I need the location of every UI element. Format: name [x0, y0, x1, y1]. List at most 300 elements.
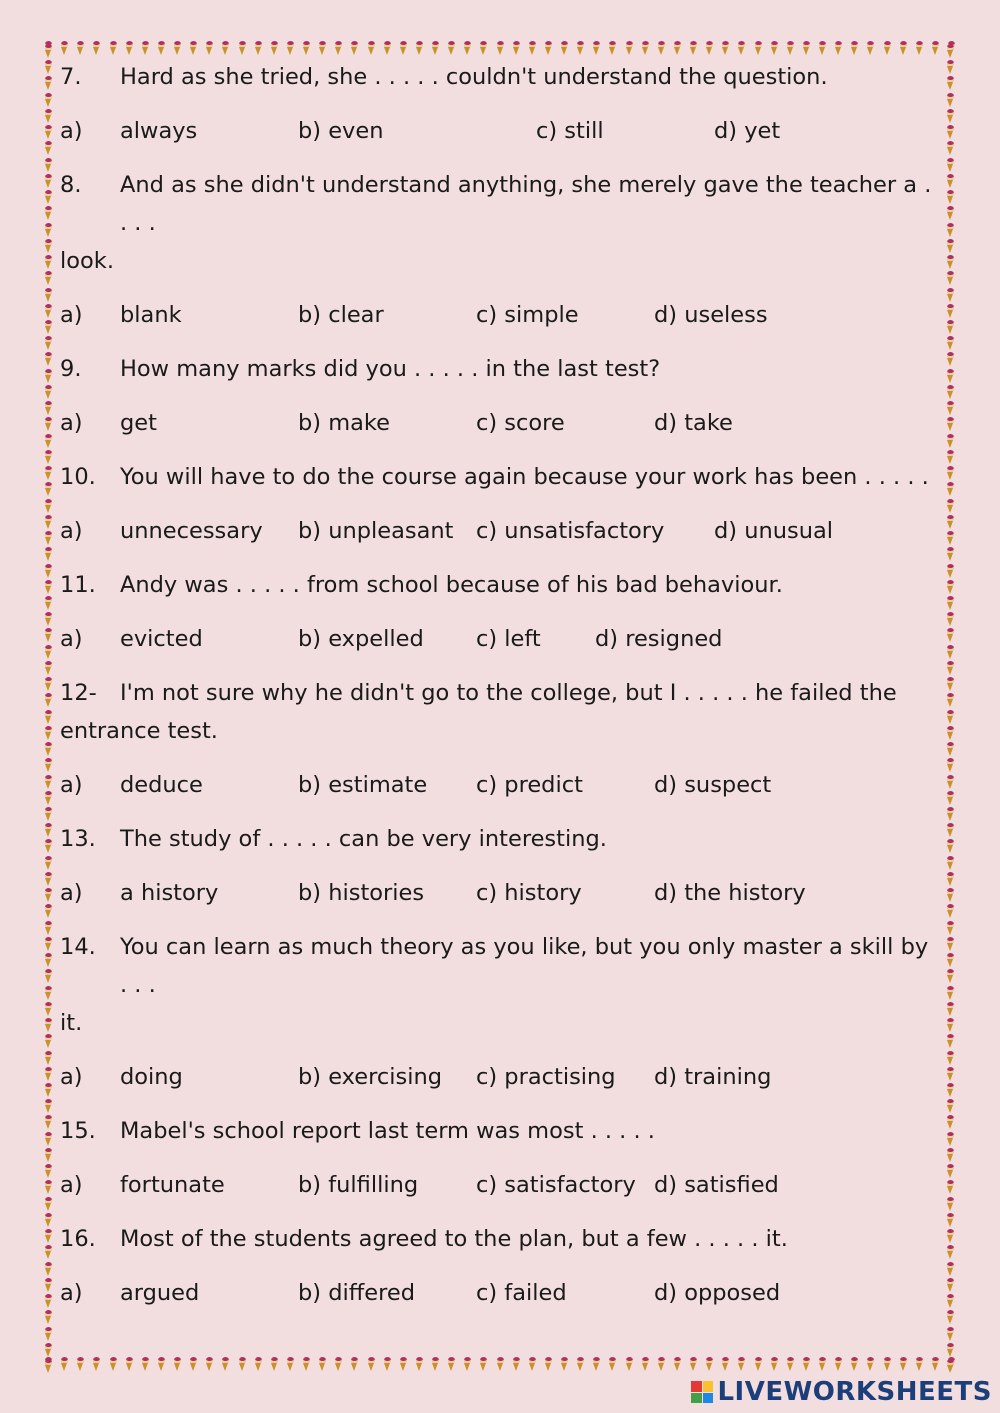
question-block — [60, 1220, 938, 1312]
answer-option[interactable]: c) score — [476, 410, 565, 436]
ice-cream-cone-icon — [238, 1357, 247, 1371]
answer-option[interactable]: c) satisfactory — [476, 1172, 636, 1198]
ice-cream-cone-icon — [899, 1357, 908, 1371]
ice-cream-cone-icon — [528, 41, 537, 55]
question-text: You will have to do the course again because your work has been . . . . . — [120, 464, 929, 490]
ice-cream-cone-icon — [44, 1018, 53, 1032]
ice-cream-cone-icon — [946, 986, 955, 1000]
ice-cream-cone-icon — [946, 726, 955, 740]
ice-cream-cone-icon — [946, 223, 955, 237]
answer-option[interactable]: d) useless — [654, 302, 768, 328]
ice-cream-cone-icon — [44, 1002, 53, 1016]
question-number: 14. — [60, 934, 96, 960]
question-line — [60, 566, 938, 604]
ice-cream-cone-icon — [818, 1357, 827, 1371]
ice-cream-cone-icon — [431, 1357, 440, 1371]
ice-cream-cone-icon — [254, 1357, 263, 1371]
ice-cream-cone-icon — [946, 1067, 955, 1081]
option-label: a) — [60, 1280, 83, 1306]
ice-cream-cone-icon — [44, 612, 53, 626]
question-number: 8. — [60, 172, 82, 198]
answer-option[interactable]: b) histories — [298, 880, 425, 906]
ice-cream-cone-icon — [576, 1357, 585, 1371]
ice-cream-cone-icon — [44, 726, 53, 740]
ice-cream-cone-icon — [44, 320, 53, 334]
ice-cream-cone-icon — [946, 904, 955, 918]
question-block — [60, 820, 938, 912]
ice-cream-cone-icon — [946, 742, 955, 756]
answer-option[interactable]: blank — [120, 302, 182, 328]
ice-cream-cone-icon — [44, 450, 53, 464]
ice-cream-cone-icon — [946, 969, 955, 983]
option-label: a) — [60, 518, 83, 544]
ice-cream-cone-icon — [786, 1357, 795, 1371]
ice-cream-cone-icon — [705, 41, 714, 55]
ice-cream-cone-icon — [786, 41, 795, 55]
ice-cream-cone-icon — [705, 1357, 714, 1371]
ice-cream-cone-icon — [770, 1357, 779, 1371]
ice-cream-cone-icon — [946, 434, 955, 448]
option-label: a) — [60, 772, 83, 798]
ice-cream-cone-icon — [512, 41, 521, 55]
ice-cream-cone-icon — [946, 336, 955, 350]
question-text-continued: look. — [60, 248, 114, 274]
question-line — [60, 166, 938, 242]
question-number: 9. — [60, 356, 82, 382]
answer-option[interactable]: d) unusual — [714, 518, 834, 544]
question-text: Andy was . . . . . from school because of his bad behaviour. — [120, 572, 783, 598]
ice-cream-cone-icon — [834, 41, 843, 55]
ice-cream-cone-icon — [946, 596, 955, 610]
ice-cream-cone-icon — [946, 499, 955, 513]
ice-cream-cone-icon — [302, 41, 311, 55]
ice-cream-cone-icon — [367, 41, 376, 55]
answer-option[interactable]: c) history — [476, 880, 582, 906]
question-number: 10. — [60, 464, 96, 490]
ice-cream-cone-icon — [44, 1115, 53, 1129]
ice-cream-cone-icon — [60, 41, 69, 55]
ice-cream-cone-icon — [946, 141, 955, 155]
ice-cream-cone-icon — [946, 807, 955, 821]
ice-cream-cone-icon — [576, 41, 585, 55]
answer-option[interactable]: d) opposed — [654, 1280, 781, 1306]
answer-option[interactable]: b) clear — [298, 302, 384, 328]
ice-cream-cone-icon — [44, 385, 53, 399]
ice-cream-cone-icon — [946, 1359, 955, 1373]
question-text: Most of the students agreed to the plan, but a few . . . . . it. — [120, 1226, 788, 1252]
ice-cream-cone-icon — [479, 1357, 488, 1371]
ice-cream-cone-icon — [946, 1115, 955, 1129]
ice-cream-cone-icon — [270, 1357, 279, 1371]
ice-cream-cone-icon — [44, 986, 53, 1000]
ice-cream-cone-icon — [721, 41, 730, 55]
ice-cream-cone-icon — [44, 1245, 53, 1259]
ice-cream-cone-icon — [818, 41, 827, 55]
ice-cream-cone-icon — [44, 742, 53, 756]
ice-cream-cone-icon — [44, 125, 53, 139]
ice-cream-cone-icon — [44, 839, 53, 853]
ice-cream-cone-icon — [946, 921, 955, 935]
ice-cream-cone-icon — [946, 710, 955, 724]
ice-cream-cone-icon — [946, 515, 955, 529]
question-number: 13. — [60, 826, 96, 852]
ice-cream-cone-icon — [946, 482, 955, 496]
ice-cream-cone-icon — [721, 1357, 730, 1371]
question-text: Hard as she tried, she . . . . . couldn't understand the question. — [120, 64, 828, 90]
question-text: You can learn as much theory as you like, but you only master a skill by . . . — [120, 934, 929, 998]
option-label: a) — [60, 302, 83, 328]
question-line — [60, 1220, 938, 1258]
ice-cream-cone-icon — [447, 1357, 456, 1371]
answer-option[interactable]: c) still — [536, 118, 604, 144]
ice-cream-cone-icon — [866, 1357, 875, 1371]
ice-cream-cone-icon — [44, 1148, 53, 1162]
ice-cream-cone-icon — [399, 41, 408, 55]
question-block — [60, 928, 938, 1096]
ice-cream-cone-icon — [125, 1357, 134, 1371]
ice-cream-cone-icon — [44, 158, 53, 172]
ice-cream-cone-icon — [946, 1310, 955, 1324]
ice-cream-cone-icon — [946, 1164, 955, 1178]
ice-cream-cone-icon — [44, 677, 53, 691]
ice-cream-cone-icon — [447, 41, 456, 55]
ice-cream-cone-icon — [44, 1083, 53, 1097]
ice-cream-cone-icon — [608, 41, 617, 55]
question-block — [60, 1112, 938, 1204]
ice-cream-cone-icon — [689, 1357, 698, 1371]
answer-option[interactable]: d) suspect — [654, 772, 772, 798]
ice-cream-cone-icon — [946, 775, 955, 789]
ice-cream-cone-icon — [44, 1327, 53, 1341]
ice-cream-cone-icon — [946, 466, 955, 480]
answer-options — [60, 1058, 938, 1096]
ice-cream-cone-icon — [946, 1294, 955, 1308]
answer-option[interactable]: b) estimate — [298, 772, 428, 798]
ice-cream-cone-icon — [737, 41, 746, 55]
ice-cream-cone-icon — [44, 872, 53, 886]
ice-cream-cone-icon — [44, 775, 53, 789]
ice-cream-cone-icon — [205, 1357, 214, 1371]
ice-cream-cone-icon — [44, 1262, 53, 1276]
ice-cream-cone-icon — [946, 450, 955, 464]
ice-cream-cone-icon — [173, 41, 182, 55]
ice-cream-cone-icon — [44, 1051, 53, 1065]
question-line — [60, 458, 938, 496]
ice-cream-cone-icon — [463, 41, 472, 55]
ice-cream-cone-icon — [946, 1197, 955, 1211]
answer-option[interactable]: b) differed — [298, 1280, 415, 1306]
question-line — [60, 674, 938, 712]
ice-cream-cone-icon — [221, 41, 230, 55]
question-number: 11. — [60, 572, 96, 598]
ice-cream-cone-icon — [946, 612, 955, 626]
border-left — [41, 44, 55, 1374]
ice-cream-cone-icon — [770, 41, 779, 55]
liveworksheets-logo — [691, 1377, 992, 1407]
ice-cream-cone-icon — [673, 41, 682, 55]
answer-option[interactable]: d) resigned — [595, 626, 723, 652]
ice-cream-cone-icon — [946, 158, 955, 172]
ice-cream-cone-icon — [44, 434, 53, 448]
ice-cream-cone-icon — [399, 1357, 408, 1371]
ice-cream-cone-icon — [834, 1357, 843, 1371]
ice-cream-cone-icon — [44, 369, 53, 383]
question-text: The study of . . . . . can be very interesting. — [120, 826, 607, 852]
ice-cream-cone-icon — [76, 1357, 85, 1371]
answer-option[interactable]: c) predict — [476, 772, 583, 798]
question-text: How many marks did you . . . . . in the last test? — [120, 356, 661, 382]
ice-cream-cone-icon — [44, 823, 53, 837]
ice-cream-cone-icon — [350, 1357, 359, 1371]
ice-cream-cone-icon — [946, 1034, 955, 1048]
answer-option[interactable]: unnecessary — [120, 518, 263, 544]
ice-cream-cone-icon — [802, 41, 811, 55]
ice-cream-cone-icon — [946, 693, 955, 707]
ice-cream-cone-icon — [44, 1067, 53, 1081]
question-block — [60, 166, 938, 334]
liveworksheets-logo-icon — [691, 1381, 713, 1403]
ice-cream-cone-icon — [544, 1357, 553, 1371]
ice-cream-cone-icon — [44, 239, 53, 253]
ice-cream-cone-icon — [44, 937, 53, 951]
border-right — [943, 44, 957, 1374]
ice-cream-cone-icon — [946, 1327, 955, 1341]
ice-cream-cone-icon — [946, 645, 955, 659]
answer-option[interactable]: d) the history — [654, 880, 806, 906]
option-label: a) — [60, 118, 83, 144]
answer-options — [60, 404, 938, 442]
ice-cream-cone-icon — [946, 352, 955, 366]
ice-cream-cone-icon — [946, 206, 955, 220]
ice-cream-cone-icon — [189, 1357, 198, 1371]
ice-cream-cone-icon — [350, 41, 359, 55]
answer-option[interactable]: deduce — [120, 772, 203, 798]
answer-options — [60, 1274, 938, 1312]
answer-option[interactable]: d) training — [654, 1064, 772, 1090]
ice-cream-cone-icon — [560, 1357, 569, 1371]
answer-option[interactable]: get — [120, 410, 157, 436]
answer-option[interactable]: fortunate — [120, 1172, 225, 1198]
ice-cream-cone-icon — [641, 41, 650, 55]
ice-cream-cone-icon — [44, 1180, 53, 1194]
ice-cream-cone-icon — [608, 1357, 617, 1371]
ice-cream-cone-icon — [946, 1180, 955, 1194]
ice-cream-cone-icon — [44, 564, 53, 578]
ice-cream-cone-icon — [44, 141, 53, 155]
answer-options — [60, 620, 938, 658]
ice-cream-cone-icon — [946, 320, 955, 334]
ice-cream-cone-icon — [946, 271, 955, 285]
ice-cream-cone-icon — [44, 109, 53, 123]
ice-cream-cone-icon — [60, 1357, 69, 1371]
ice-cream-cone-icon — [560, 41, 569, 55]
ice-cream-cone-icon — [157, 1357, 166, 1371]
answer-option[interactable]: a history — [120, 880, 219, 906]
answer-option[interactable]: d) yet — [714, 118, 781, 144]
answer-options — [60, 874, 938, 912]
answer-options — [60, 1166, 938, 1204]
answer-option[interactable]: c) unsatisfactory — [476, 518, 665, 544]
ice-cream-cone-icon — [44, 1294, 53, 1308]
answer-option[interactable]: doing — [120, 1064, 183, 1090]
option-label: a) — [60, 410, 83, 436]
question-block — [60, 566, 938, 658]
ice-cream-cone-icon — [625, 41, 634, 55]
ice-cream-cone-icon — [44, 304, 53, 318]
answer-option[interactable]: c) simple — [476, 302, 579, 328]
ice-cream-cone-icon — [334, 41, 343, 55]
answer-option[interactable]: b) expelled — [298, 626, 424, 652]
answer-option[interactable]: argued — [120, 1280, 200, 1306]
ice-cream-cone-icon — [946, 1148, 955, 1162]
ice-cream-cone-icon — [946, 1229, 955, 1243]
answer-option[interactable]: c) failed — [476, 1280, 567, 1306]
question-line — [60, 350, 938, 388]
ice-cream-cone-icon — [44, 1278, 53, 1292]
answer-options — [60, 766, 938, 804]
ice-cream-cone-icon — [946, 1245, 955, 1259]
ice-cream-cone-icon — [173, 1357, 182, 1371]
answer-option[interactable]: always — [120, 118, 198, 144]
ice-cream-cone-icon — [946, 60, 955, 74]
ice-cream-cone-icon — [44, 417, 53, 431]
ice-cream-cone-icon — [737, 1357, 746, 1371]
ice-cream-cone-icon — [44, 661, 53, 675]
ice-cream-cone-icon — [946, 839, 955, 853]
ice-cream-cone-icon — [931, 1357, 940, 1371]
ice-cream-cone-icon — [946, 1002, 955, 1016]
worksheet-content — [60, 58, 938, 1328]
ice-cream-cone-icon — [673, 1357, 682, 1371]
question-line — [60, 820, 938, 858]
ice-cream-cone-icon — [946, 288, 955, 302]
ice-cream-cone-icon — [44, 1164, 53, 1178]
ice-cream-cone-icon — [946, 1262, 955, 1276]
ice-cream-cone-icon — [946, 564, 955, 578]
ice-cream-cone-icon — [754, 41, 763, 55]
ice-cream-cone-icon — [383, 41, 392, 55]
answer-option[interactable]: d) satisfied — [654, 1172, 779, 1198]
ice-cream-cone-icon — [946, 1018, 955, 1032]
ice-cream-cone-icon — [915, 41, 924, 55]
ice-cream-cone-icon — [141, 41, 150, 55]
ice-cream-cone-icon — [946, 44, 955, 58]
ice-cream-cone-icon — [946, 547, 955, 561]
ice-cream-cone-icon — [946, 1213, 955, 1227]
ice-cream-cone-icon — [496, 1357, 505, 1371]
ice-cream-cone-icon — [946, 304, 955, 318]
border-top — [44, 40, 956, 56]
answer-option[interactable]: c) left — [476, 626, 541, 652]
ice-cream-cone-icon — [76, 41, 85, 55]
ice-cream-cone-icon — [318, 1357, 327, 1371]
answer-option[interactable]: b) make — [298, 410, 390, 436]
ice-cream-cone-icon — [946, 1343, 955, 1357]
ice-cream-cone-icon — [44, 921, 53, 935]
ice-cream-cone-icon — [44, 1213, 53, 1227]
ice-cream-cone-icon — [44, 856, 53, 870]
ice-cream-cone-icon — [528, 1357, 537, 1371]
ice-cream-cone-icon — [946, 1051, 955, 1065]
ice-cream-cone-icon — [899, 41, 908, 55]
ice-cream-cone-icon — [915, 1357, 924, 1371]
ice-cream-cone-icon — [946, 125, 955, 139]
ice-cream-cone-icon — [44, 271, 53, 285]
ice-cream-cone-icon — [463, 1357, 472, 1371]
ice-cream-cone-icon — [44, 580, 53, 594]
ice-cream-cone-icon — [44, 1197, 53, 1211]
answer-option[interactable]: b) exercising — [298, 1064, 443, 1090]
option-label: a) — [60, 880, 83, 906]
ice-cream-cone-icon — [44, 1099, 53, 1113]
ice-cream-cone-icon — [850, 41, 859, 55]
ice-cream-cone-icon — [641, 1357, 650, 1371]
ice-cream-cone-icon — [92, 1357, 101, 1371]
ice-cream-cone-icon — [946, 661, 955, 675]
ice-cream-cone-icon — [44, 547, 53, 561]
answer-options — [60, 112, 938, 150]
option-label: a) — [60, 626, 83, 652]
ice-cream-cone-icon — [946, 872, 955, 886]
ice-cream-cone-icon — [592, 41, 601, 55]
question-block — [60, 674, 938, 804]
ice-cream-cone-icon — [44, 1132, 53, 1146]
ice-cream-cone-icon — [44, 174, 53, 188]
ice-cream-cone-icon — [754, 1357, 763, 1371]
answer-option[interactable]: b) unpleasant — [298, 518, 454, 544]
ice-cream-cone-icon — [850, 1357, 859, 1371]
question-block — [60, 458, 938, 550]
answer-option[interactable]: b) fulfilling — [298, 1172, 419, 1198]
answer-options — [60, 512, 938, 550]
ice-cream-cone-icon — [946, 580, 955, 594]
ice-cream-cone-icon — [44, 710, 53, 724]
ice-cream-cone-icon — [431, 41, 440, 55]
ice-cream-cone-icon — [512, 1357, 521, 1371]
ice-cream-cone-icon — [946, 417, 955, 431]
answer-option[interactable]: c) practising — [476, 1064, 616, 1090]
ice-cream-cone-icon — [946, 109, 955, 123]
ice-cream-cone-icon — [44, 953, 53, 967]
answer-option[interactable]: evicted — [120, 626, 203, 652]
ice-cream-cone-icon — [44, 60, 53, 74]
ice-cream-cone-icon — [625, 1357, 634, 1371]
ice-cream-cone-icon — [44, 758, 53, 772]
ice-cream-cone-icon — [946, 369, 955, 383]
option-label: a) — [60, 1064, 83, 1090]
answer-option[interactable]: b) even — [298, 118, 384, 144]
question-number: 12- — [60, 680, 97, 706]
question-number: 7. — [60, 64, 82, 90]
ice-cream-cone-icon — [44, 352, 53, 366]
ice-cream-cone-icon — [946, 255, 955, 269]
question-line — [60, 928, 938, 1004]
ice-cream-cone-icon — [415, 41, 424, 55]
ice-cream-cone-icon — [286, 1357, 295, 1371]
ice-cream-cone-icon — [946, 93, 955, 107]
ice-cream-cone-icon — [946, 190, 955, 204]
ice-cream-cone-icon — [44, 255, 53, 269]
ice-cream-cone-icon — [44, 531, 53, 545]
ice-cream-cone-icon — [883, 1357, 892, 1371]
ice-cream-cone-icon — [44, 969, 53, 983]
ice-cream-cone-icon — [479, 41, 488, 55]
ice-cream-cone-icon — [946, 1132, 955, 1146]
ice-cream-cone-icon — [44, 93, 53, 107]
ice-cream-cone-icon — [657, 1357, 666, 1371]
ice-cream-cone-icon — [946, 856, 955, 870]
answer-option[interactable]: d) take — [654, 410, 733, 436]
